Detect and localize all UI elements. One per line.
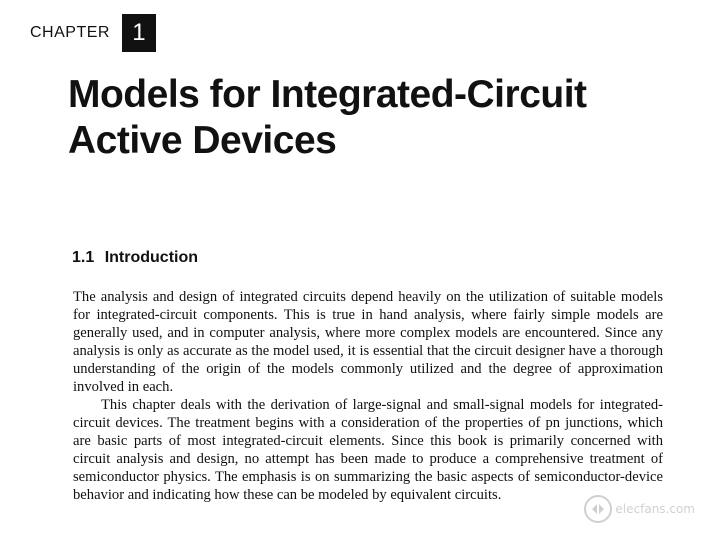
chapter-title-line-2: Active Devices: [68, 119, 337, 162]
watermark-logo-icon: [583, 494, 613, 524]
chapter-label: CHAPTER: [30, 24, 110, 41]
paragraph-1: The analysis and design of integrated circuits depend heavily on the utilization of suitable models for integrated-circuit components. This is true in hand analysis, where fairly simple models are generally used, and in computer analysis, where more complex models are encountered. Since any analysis is only as accurate as the model used, it is essential that the circuit designer have a thorough understanding of the origin of the models commonly utilized and the degree of approximation involved in each.: [73, 289, 663, 395]
chapter-title-line-1: Models for Integrated-Circuit: [68, 73, 587, 116]
chapter-number: 1: [122, 14, 156, 52]
section-number: 1.1: [72, 249, 95, 266]
watermark: [583, 494, 695, 524]
watermark-text: elecfans.com: [615, 502, 695, 516]
chapter-title: [68, 72, 668, 164]
paragraph-2: This chapter deals with the derivation of large-signal and small-signal models for integrated-circuit devices. The treatment begins with a consideration of the properties of pn junctions, which are basic parts of most integrated-circuit elements. Since this book is primarily concerned with circuit analysis and design, no attempt has been made to produce a comprehensive treatment of semiconductor physics. The emphasis is on summarizing the basic aspects of semiconductor-device behavior and indicating how these can be modeled by equivalent circuits.: [73, 397, 663, 503]
chapter-header: [30, 14, 156, 52]
section-heading: [72, 249, 198, 267]
body-text: [73, 288, 663, 504]
section-title: Introduction: [104, 249, 199, 266]
